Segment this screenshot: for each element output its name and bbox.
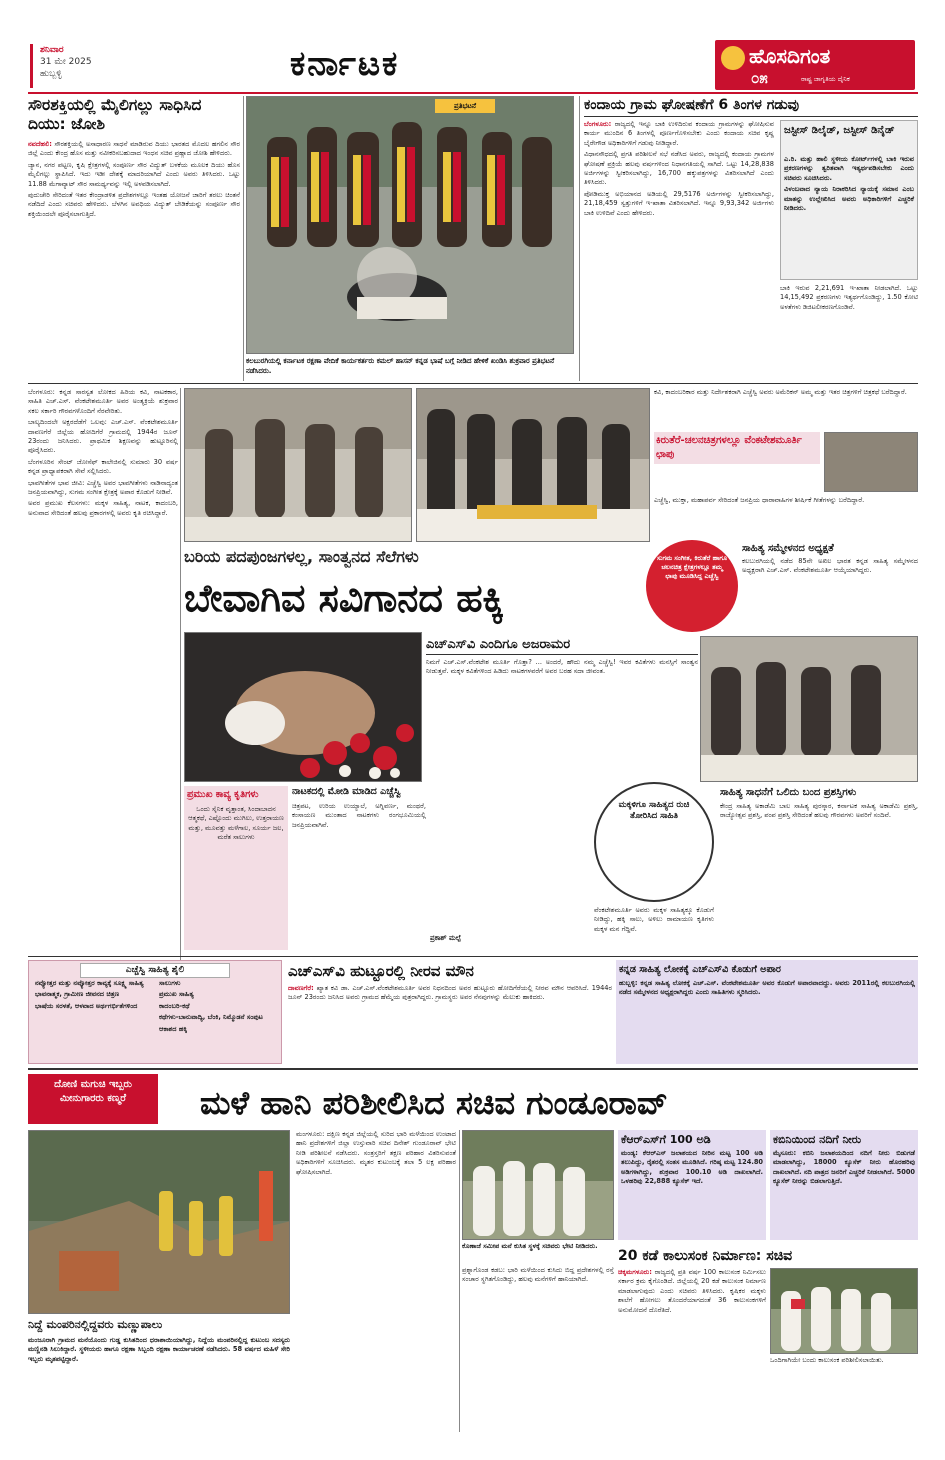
- kavya-title: ಪ್ರಮುಖ ಕಾವ್ಯ ಕೃತಿಗಳು: [187, 789, 259, 800]
- tribute-right-top-text: ಕವಿ, ಕಾದಂಬರಿಕಾರ ಮತ್ತು ನಿರ್ದೇಶಕರಾಗಿ ಎಚ್ಚೆಸ್ವಿ ಅವರು ಅಮೆರಿಕನ್ ಅಮ್ಮ ಮತ್ತು ಇತರ ಚಿತ್ರಗಳಿಗೆ ಚಿತ್ರಕಥೆ ಬರೆದಿದ್ದಾರೆ.: [654, 388, 907, 396]
- story-solar-para: ಜ್ಯಾನ, ನಗರ ಪಟ್ಟಣ, ಕೃಷಿ ಕ್ಷೇತ್ರಗಳಲ್ಲಿ ಸಂಪೂರ್ಣ ಸೌರ ವಿದ್ಯುತ್ ಬಳಕೆಯ ಮೂಲಕ ದಿಯು ಹೊಸ ಮೈಲಿಗಲ್ಲು ಸ್ಥಾಪಿಸಿದೆ. ಇದು ಇಡೀ ದೇಶಕ್ಕೆ ಮಾದರಿಯಾಗಿದೆ ಎಂದು ಅವರು ತಿಳಿಸಿದರು. ಒಟ್ಟು 11.88 ಮೆಗಾವ್ಯಾಟ್ ಸೌರ ಸಾಮರ್ಥ್ಯವನ್ನು ಇಲ್ಲಿ ಅಳವಡಿಸಲಾಗಿದೆ.: [28, 160, 240, 188]
- nataka-box: [292, 786, 426, 950]
- justice-box-para: ವಿಳಂಬವಾದ ನ್ಯಾಯ ನಿರಾಕರಿಸಿದ ನ್ಯಾಯಕ್ಕೆ ಸಮಾನ ಎಂಬ ಮಾತನ್ನು ಉಲ್ಲೇಖಿಸಿದ ಅವರು ಅಧಿಕಾರಿಗಳಿಗೆ ಎಚ್ಚರಿಕೆ ನೀಡಿದರು.: [784, 185, 914, 213]
- paper-tagline: ರಾಷ್ಟ್ರ ಜಾಗೃತಿಯ ದೈನಿಕ: [801, 75, 850, 83]
- rain-photo-2-caption: ಕೊಣಾಜೆ ಸಮೀಪ ಮನೆ ಕುಸಿತ ಸ್ಥಳಕ್ಕೆ ಸಚಿವರು ಭೇಟಿ ನೀಡಿದರು.: [462, 1242, 598, 1250]
- divider: [243, 96, 244, 381]
- story-kandaya: [584, 96, 918, 381]
- kalu-story: [618, 1246, 918, 1432]
- tribute-photo-2: [416, 388, 650, 542]
- masthead-date-block: [40, 44, 130, 88]
- divider: [579, 96, 580, 381]
- kalu-text: ರಾಜ್ಯದಲ್ಲಿ ಪ್ರತಿ ವರ್ಷ 100 ಕಾಲುಸಂಕ ನಿರ್ಮಿಸಲು ಸರ್ಕಾರ ಕ್ರಮ ಕೈಗೊಂಡಿದೆ. ಜಿಲ್ಲೆಯಲ್ಲಿ 20 ಕಡೆ ಕಾಲುಸಂಕ ನಿರ್ಮಾಣ ಮಾಡಲಾಗುವುದು ಎಂದು ಸಚಿವರು ತಿಳಿಸಿದರು. ಕೃಷಿಕರ ಮಕ್ಕಳು ಶಾಲೆಗೆ ಹೋಗಲು ತೊಂದರೆಯಾಗದಂತೆ 36 ಕಾಲುಸಂಕಗಳಿಗೆ ಅನುಮೋದನೆ ದೊರೆತಿದೆ.: [618, 1268, 766, 1314]
- divider: [180, 388, 181, 960]
- prashasti-title: ಸಾಹಿತ್ಯ ಸಾಧನೆಗೆ ಒಲಿದು ಬಂದ ಪ್ರಶಸ್ತಿಗಳು: [720, 787, 857, 798]
- krs-headline: ಕೆಆರ್‌ಎಸ್‌ಗೆ 100 ಅಡಿ: [621, 1133, 711, 1146]
- ajaramara-text: ನಿಮಗೆ ಎಚ್.ಎಸ್.ವೆಂಕಟೇಶ ಮೂರ್ತಿ ಗೊತ್ತಾ? ... ಅಂದರೆ, ಹೌದು ನಮ್ಮ ಎಚ್ಚೆಸ್ವಿ! ಇವರ ಕವಿತೆಗಳು ಮನಸ್ಸಿಗೆ ಸಾಂತ್ವನ ನೀಡುತ್ತವೆ. ಮಕ್ಕಳ ಕವಿತೆಗಳಿಂದ ಹಿಡಿದು ನಾಟಕಗಳವರೆಗೆ ಅವರ ಬರಹ ಸದಾ ಜೀವಂತ.: [426, 658, 698, 676]
- mourners-photo: [700, 636, 918, 782]
- kalu-photo-caption: ಒಂದಿಗಾಗಿಯೇ ಬಂದು ಕಾಲುಸಂಕ ಪರಿಶೀಲಿಸಲಾಯಿತು.: [770, 1356, 884, 1364]
- story-solar-para: ಸೌರಶಕ್ತಿಯಲ್ಲಿ ಅಸಾಧಾರಣ ಸಾಧನೆ ಮಾಡಿರುವ ದಿಯು ಭಾರತದ ಮೊದಲ ಹಗಲಿನ ಸೌರ ಜಿಲ್ಲೆ ಎಂದು ಕೇಂದ್ರ ಹೊಸ ಮತ್ತು ನವೀಕರಿಸಬಹುದಾದ ಇಂಧನ ಸಚಿವ ಪ್ರಹ್ಲಾದ ಜೋಶಿ ಹೇಳಿದರು.: [28, 140, 240, 158]
- red-badge-text: ಸುಗಮ ಸಂಗೀತ, ಕಿರುತೆರೆ ಹಾಗೂ ಚಲನಚಿತ್ರ ಕ್ಷೇತ್ರಗಳಲ್ಲೂ ತಮ್ಮ ಛಾಪು ಮೂಡಿಸಿದ್ದ ಎಚ್ಚೆಸ್ವಿ: [656, 554, 728, 580]
- shaili-right-item: ಆಕಾಶದ ಹಕ್ಕಿ: [159, 1024, 188, 1033]
- section-rule: [28, 956, 918, 957]
- kavya-items: ಒಂದು ಸೈನಿಕ ವೃತ್ತಾಂತ, ಸಿಂದಾಬಾದನ ಆತ್ಮಕಥೆ, ಎಷ್ಟೊಂದು ಮುಗಿಲು, ಉತ್ತರಾಯಣ ಮತ್ತು, ಮೂವತ್ತು ಮಳೆಗಾಲ, ಸೂರ್ಯ ಜಲ, ಮರೆತ ಸಾಲುಗಳು: [188, 805, 284, 842]
- rain-left-text: ಮಂಜೂರಾಗಿ ಗ್ರಾಮದ ಮನೆಯೊಂದು ಗುಡ್ಡ ಕುಸಿತದಿಂದ ಧರಾಶಾಯಿಯಾಗಿದ್ದು, ನಿದ್ದೆಯ ಮಂಪರಿನಲ್ಲಿದ್ದ ಕುಟುಂಬ ಸದಸ್ಯರು ಮಣ್ಣಿನಡಿ ಸಿಲುಕಿದ್ದಾರೆ. ಸ್ಥಳೀಯರು ಹಾಗೂ ರಕ್ಷಣಾ ಸಿಬ್ಬಂದಿ ರಕ್ಷಣಾ ಕಾರ್ಯಾಚರಣೆ ನಡೆಸಿದರು. 58 ವರ್ಷದ ಮಹಿಳೆ ಸೇರಿ ಇಬ್ಬರು ಮೃತಪಟ್ಟಿದ್ದಾರೆ.: [28, 1336, 290, 1363]
- shaili-right-item: ಕಾದಂಬರಿ-ಕಥೆ: [159, 1001, 190, 1010]
- rain-photo-2-illustration: [463, 1131, 614, 1240]
- registration-marks: [840, 1440, 900, 1448]
- story-kandaya-headline: ಕಂದಾಯ ಗ್ರಾಮ ಘೋಷಣೆಗೆ 6 ತಿಂಗಳ ಗಡುವು: [584, 97, 800, 113]
- sammelana-text: ಕಲಬುರಗಿಯಲ್ಲಿ ನಡೆದ 85ನೇ ಅಖಿಲ ಭಾರತ ಕನ್ನಡ ಸಾಹಿತ್ಯ ಸಮ್ಮೇಳನದ ಅಧ್ಯಕ್ಷರಾಗಿ ಎಚ್.ಎಸ್. ವೆಂಕಟೇಶಮೂರ್ತಿ ಆಯ್ಕೆಯಾಗಿದ್ದರು.: [742, 557, 918, 575]
- ajaramara-headline: ಎಚ್‌ಎಸ್‌ವಿ ಎಂದಿಗೂ ಅಜರಾಮರ: [426, 636, 698, 655]
- rain-photo-2: [462, 1130, 614, 1240]
- portrait-photo-illustration: [185, 633, 422, 782]
- tribute-para: ಅವರ ಪ್ರಮುಖ ಕೆಲಸಗಳು: ಮಕ್ಕಳ ಸಾಹಿತ್ಯ, ನಾಟಕ, ಕಾದಂಬರಿ, ಅನುವಾದ ಸೇರಿದಂತೆ ಹಲವು ಪ್ರಕಾರಗಳಲ್ಲಿ ಅವರು ಕೃತಿ ರಚಿಸಿದ್ದಾರೆ.: [28, 499, 178, 517]
- rain-photo-caption: ನಿದ್ದೆ ಮಂಪರಿನಲ್ಲಿದ್ದವರು ಮಣ್ಣುಪಾಲು: [28, 1318, 163, 1331]
- makkalu-text: ವೆಂಕಟೇಶಮೂರ್ತಿ ಅವರು ಮಕ್ಕಳ ಸಾಹಿತ್ಯಕ್ಕೂ ಕೊಡುಗೆ ನೀಡಿದ್ದು, ಹಕ್ಕಿ ಸಾಲು, ಅಳಿಲು ರಾಮಾಯಣ ಕೃತಿಗಳು ಮಕ್ಕಳ ಮನ ಗೆದ್ದಿವೆ.: [594, 906, 714, 933]
- masthead-rule: [28, 92, 918, 94]
- prashasti-text: ಕೇಂದ್ರ ಸಾಹಿತ್ಯ ಅಕಾಡೆಮಿ ಬಾಲ ಸಾಹಿತ್ಯ ಪುರಸ್ಕಾರ, ಕರ್ನಾಟಕ ಸಾಹಿತ್ಯ ಅಕಾಡೆಮಿ ಪ್ರಶಸ್ತಿ, ರಾಜ್ಯೋತ್ಸವ ಪ್ರಶಸ್ತಿ, ಪಂಪ ಪ್ರಶಸ್ತಿ ಸೇರಿದಂತೆ ಹಲವು ಗೌರವಗಳು ಅವರಿಗೆ ಸಂದಿವೆ.: [720, 802, 918, 820]
- story-kandaya-extra: ಬಾಕಿ ಇರುವ 2,21,691 ಇ-ಖಾತಾ ನೀಡಲಾಗಿದೆ. ಒಟ್ಟು 14,15,492 ಪ್ರಕರಣಗಳು ಇತ್ಯರ್ಥಗೊಂಡಿದ್ದು, 1.50 ಕೋಟಿ ಅಳತೆಗಳು ಡಿಜಿಟಲೀಕರಣಗೊಂಡಿವೆ.: [780, 284, 918, 311]
- rain-photo-1-illustration: [29, 1131, 290, 1314]
- shaili-left-item: ಭಾಷೆಯ ಸರಳತೆ, ಆಳವಾದ ಅರ್ಥಗರ್ಭಿತೆಗಳಿಂದ: [35, 1001, 138, 1010]
- portrait-photo: [184, 632, 422, 782]
- sammelana-title: ಸಾಹಿತ್ಯ ಸಮ್ಮೇಳನದ ಅಧ್ಯಕ್ಷತೆ: [742, 543, 834, 554]
- nataka-title: ನಾಟಕದಲ್ಲಿ ಮೋಡಿ ಮಾಡಿದ ಎಚ್ಚೆಸ್ವಿ: [292, 786, 401, 797]
- story-solar: [28, 96, 240, 381]
- section-title: ಕರ್ನಾಟಕ: [290, 44, 400, 84]
- paper-name: ಹೊಸದಿಗಂತ: [749, 44, 831, 68]
- rain-headline: ಮಳೆ ಹಾನಿ ಪರಿಶೀಲಿಸಿದ ಸಚಿವ ಗುಂಡೂರಾವ್: [200, 1084, 668, 1122]
- protest-tag: ಪ್ರತಿಭಟನೆ: [435, 99, 495, 113]
- justice-box: [780, 120, 918, 280]
- story-kandaya-para: ವಿಧಾನಸೌಧದಲ್ಲಿ ಪ್ರಗತಿ ಪರಿಶೀಲನೆ ಸಭೆ ನಡೆಸಿದ ಅವರು, ರಾಜ್ಯದಲ್ಲಿ ಕಂದಾಯ ಗ್ರಾಮಗಳ ಘೋಷಣೆ ಪ್ರಕ್ರಿಯೆ ಹಲವು ವರ್ಷಗಳಿಂದ ನಿಧಾನಗತಿಯಲ್ಲಿ ಸಾಗಿದೆ. ಒಟ್ಟು 14,28,838 ಅರ್ಜಿಗಳನ್ನು ಸ್ವೀಕರಿಸಲಾಗಿದ್ದು, 16,700 ಹಕ್ಕುಪತ್ರಗಳನ್ನು ವಿತರಿಸಲಾಗಿದೆ ಎಂದು ತಿಳಿಸಿದರು.: [584, 150, 774, 187]
- tribute-main-headline: ಬೇವಾಗಿವ ಸವಿಗಾನದ ಹಕ್ಕಿ: [184, 576, 504, 620]
- prashasti-box: [720, 786, 918, 950]
- red-badge: [646, 540, 738, 632]
- story-kandaya-dateline: ಬೆಂಗಳೂರು:: [584, 120, 612, 128]
- tribute-para: ಬೆಂಗಳೂರಿನ ಸೇಂಟ್ ಜೋಸೆಫ್ ಕಾಲೇಜಿನಲ್ಲಿ ಸುಮಾರು 30 ವರ್ಷ ಕನ್ನಡ ಪ್ರಾಧ್ಯಾಪಕರಾಗಿ ಸೇವೆ ಸಲ್ಲಿಸಿದರು.: [28, 457, 178, 476]
- protest-caption: ಕಲಬುರಗಿಯಲ್ಲಿ ಕರ್ನಾಟಕ ರಕ್ಷಣಾ ವೇದಿಕೆ ಕಾರ್ಯಕರ್ತರು ಕಮಲ್ ಹಾಸನ್ ಕನ್ನಡ ಭಾಷೆ ಬಗ್ಗೆ ನೀಡಿದ ಹೇಳಿಕೆ ಖಂಡಿಸಿ ಶುಕ್ರವಾರ ಪ್ರತಿಭಟನೆ ನಡೆಸಿದರು.: [246, 357, 555, 375]
- ajaramara-story: [426, 636, 698, 782]
- justice-box-body: [784, 155, 914, 213]
- shaili-right-item: ಸಾಲುಗಳು: [159, 979, 181, 987]
- makkalu-title: ಮಕ್ಕಳಿಗೂ ಸಾಹಿತ್ಯದ ರುಚಿ ತೋರಿಸಿದ ಸಾಹಿತಿ: [618, 800, 690, 821]
- makkalu-circle: [594, 782, 714, 902]
- lokakke-headline: ಕನ್ನಡ ಸಾಹಿತ್ಯ ಲೋಕಕ್ಕೆ ಎಚ್‌ಎಸ್‌ವಿ ಕೊಡುಗೆ ಅಪಾರ: [619, 964, 781, 975]
- shaili-right-list: [159, 979, 277, 1061]
- story-solar-para: ಪುದುಚೇರಿ ಸೇರಿದಂತೆ ಇತರ ಕೇಂದ್ರಾಡಳಿತ ಪ್ರದೇಶಗಳಲ್ಲೂ ಇಂತಹ ಯೋಜನೆ ಜಾರಿಗೆ ತರಲು ಚಿಂತನೆ ನಡೆದಿದೆ ಎಂದು ಸಚಿವರು ಹೇಳಿದರು. ಬೆಳಗಿನ ಅವಧಿಯ ವಿದ್ಯುತ್ ಬೇಡಿಕೆಯನ್ನು ಸಂಪೂರ್ಣ ಸೌರ ಶಕ್ತಿಯಿಂದಲೇ ಪೂರೈಸಲಾಗುತ್ತಿದೆ.: [28, 191, 240, 218]
- justice-box-title: ಜಸ್ಟೀಸ್ ಡಿಲೈಡ್, ಜಸ್ಟೀಸ್ ಡಿನೈಡ್: [784, 125, 895, 136]
- tribute-para: ಬಾಲ್ಯದಿಂದಲೇ ಅಕ್ಷರದೆಡೆಗೆ ಒಲವು: ಎಚ್.ಎಸ್. ವೆಂಕಟೇಶಮೂರ್ತಿ ದಾವಣಗೆರೆ ಜಿಲ್ಲೆಯ ಹೋದಿಗೆರೆ ಗ್ರಾಮದಲ್ಲಿ 1944ರ ಜೂನ್ 23ರಂದು ಜನಿಸಿದರು. ಪ್ರಾಥಮಿಕ ಶಿಕ್ಷಣವನ್ನು ಹುಟ್ಟೂರಿನಲ್ಲಿ ಪೂರೈಸಿದರು.: [28, 418, 178, 455]
- krs-text: ಮಂಡ್ಯ: ಕೆಆರ್‌ಎಸ್ ಜಲಾಶಯದ ನೀರಿನ ಮಟ್ಟ 100 ಅಡಿ ತಲುಪಿದ್ದು, ರೈತರಲ್ಲಿ ಸಂತಸ ಮೂಡಿಸಿದೆ. ಗರಿಷ್ಠ ಮಟ್ಟ 124.80 ಅಡಿಗಳಾಗಿದ್ದು, ಶುಕ್ರವಾರ 100.10 ಅಡಿ ದಾಖಲಾಗಿದೆ. ಒಳಹರಿವು 22,888 ಕ್ಯೂಸೆಕ್ ಇದೆ.: [621, 1149, 763, 1186]
- kabini-headline: ಕಬಿನಿಯಿಂದ ನದಿಗೆ ನೀರು: [773, 1133, 862, 1146]
- protest-photo-illustration: [247, 97, 574, 354]
- shaili-right-item: ಕಥೆಗಳು-ಬಾನುವಾದ್ಯಿ, ಬೆಂಕಿ, ನಿಮ್ಮೊಡನೆ ಸಂಪುಟ: [159, 1013, 263, 1022]
- story-kandaya-body: [584, 120, 774, 378]
- shaili-left-item: ನವ್ಯೋತ್ತರ ಮತ್ತು ನವ್ಯೋತ್ತರ ಕಾವ್ಯಕ್ಕೆ ಸೂಕ್ಷ್ಮ ಸಾಹಿತ್ಯ: [35, 979, 144, 987]
- registration-marks: [340, 1440, 400, 1448]
- rain-mid-text: ಮಂಗಳೂರು: ದಕ್ಷಿಣ ಕನ್ನಡ ಜಿಲ್ಲೆಯಲ್ಲಿ ಸುರಿದ ಭಾರಿ ಮಳೆಯಿಂದ ಉಂಟಾದ ಹಾನಿ ಪ್ರದೇಶಗಳಿಗೆ ಜಿಲ್ಲಾ ಉಸ್ತುವಾರಿ ಸಚಿವ ದಿನೇಶ್ ಗುಂಡೂರಾವ್ ಭೇಟಿ ನೀಡಿ ಪರಿಶೀಲನೆ ನಡೆಸಿದರು. ಸಂತ್ರಸ್ತರಿಗೆ ತಕ್ಷಣ ಪರಿಹಾರ ವಿತರಿಸುವಂತೆ ಅಧಿಕಾರಿಗಳಿಗೆ ಸೂಚಿಸಿದರು. ಮೃತರ ಕುಟುಂಬಕ್ಕೆ ತಲಾ 5 ಲಕ್ಷ ಪರಿಹಾರ ಘೋಷಿಸಲಾಗಿದೆ.: [296, 1130, 456, 1176]
- tribute-left-column: [28, 388, 178, 960]
- cine-text: ಎಚ್ಚೆಸ್ವಿ, ಮುಕ್ತಾ, ಮಹಾಪರ್ವ ಸೇರಿದಂತೆ ಜನಪ್ರಿಯ ಧಾರಾವಾಹಿಗಳ ಶೀರ್ಷಿಕೆ ಗೀತೆಗಳನ್ನು ಬರೆದಿದ್ದಾರೆ.: [654, 496, 865, 504]
- tribute-para: ಬೆಂಗಳೂರು: ಕನ್ನಡ ಸಾರಸ್ವತ ಲೋಕದ ಹಿರಿಯ ಕವಿ, ನಾಟಕಕಾರ, ಸಾಹಿತಿ ಎಚ್.ಎಸ್. ವೆಂಕಟೇಶಮೂರ್ತಿ ಅವರ ಅಂತ್ಯಕ್ರಿಯೆ ಶುಕ್ರವಾರ ಸಕಲ ಸರ್ಕಾರಿ ಗೌರವಗಳೊಂದಿಗೆ ನೆರವೇರಿತು.: [28, 388, 178, 415]
- huttooru-dateline: ದಾವಣಗೆರೆ:: [288, 984, 314, 992]
- mourners-photo-illustration: [701, 637, 918, 782]
- ajaramara-author: ಪ್ರಕಾಶ್ ಮಲ್ಪೆ: [430, 934, 461, 942]
- flame-icon: [721, 46, 745, 70]
- registration-marks: [90, 1440, 150, 1448]
- story-solar-headline: ಸೌರಶಕ್ತಿಯಲ್ಲಿ ಮೈಲಿಗಲ್ಲು ಸಾಧಿಸಿದ ದಿಯು: ಜೋಶಿ: [28, 96, 202, 133]
- rain-right-text: ಪ್ರಶ್ನಾಗೊಂಡ ಕಡಬ: ಭಾರಿ ಮಳೆಯಿಂದ ಕುಸಿದು ಬಿದ್ದ ಪ್ರದೇಶಗಳಲ್ಲಿ ರಸ್ತೆ ಸಂಚಾರ ಸ್ಥಗಿತಗೊಂಡಿದ್ದು, ಹಲವು ಮನೆಗಳಿಗೆ ಹಾನಿಯಾಗಿದೆ.: [462, 1266, 614, 1284]
- tribute-para: ಭಾವಗೀತೆಗಳ ಭಾವ ಜೀವಿ: ಎಚ್ಚೆಸ್ವಿ ಅವರ ಭಾವಗೀತೆಗಳು ನಾಡಿನಾದ್ಯಂತ ಜನಪ್ರಿಯವಾಗಿದ್ದು, ಸುಗಮ ಸಂಗೀತ ಕ್ಷೇತ್ರಕ್ಕೆ ಅಪಾರ ಕೊಡುಗೆ ನೀಡಿವೆ.: [28, 478, 178, 497]
- rain-box-title: ದೋಣಿ ಮಗುಚಿ ಇಬ್ಬರು ಮೀನುಗಾರರು ಕಣ್ಮರೆ: [28, 1074, 158, 1124]
- divider: [459, 1130, 460, 1432]
- shaili-title: ಎಚ್ಚೆಸ್ವಿ ಸಾಹಿತ್ಯ ಶೈಲಿ: [80, 963, 230, 978]
- kalu-photo-illustration: [771, 1269, 918, 1354]
- kabini-text: ಮೈಸೂರು: ಕಬಿನಿ ಜಲಾಶಯದಿಂದ ನದಿಗೆ ನೀರು ಬಿಡುಗಡೆ ಮಾಡಲಾಗಿದ್ದು, 18000 ಕ್ಯೂಸೆಕ್ ನೀರು ಹೊರಹರಿವು ದಾಖಲಾಗಿದೆ. ನದಿ ಪಾತ್ರದ ಜನರಿಗೆ ಎಚ್ಚರಿಕೆ ನೀಡಲಾಗಿದೆ. 5000 ಕ್ಯೂಸೆಕ್ ನೀರನ್ನು ಬಿಡಲಾಗುತ್ತಿದೆ.: [773, 1149, 915, 1186]
- protest-photo: [246, 96, 574, 354]
- story-solar-body: [28, 140, 240, 219]
- kalu-photo: [770, 1268, 918, 1354]
- shaili-right-item: ಪ್ರಮುಖ ಸಾಹಿತ್ಯ: [159, 990, 194, 999]
- registration-marks: [600, 1440, 660, 1448]
- paper-logo: [715, 40, 915, 90]
- huttooru-text: ಖ್ಯಾತ ಕವಿ ಡಾ. ಎಚ್.ಎಸ್.ವೆಂಕಟೇಶಮೂರ್ತಿ ಅವರ ನಿಧನದಿಂದ ಅವರ ಹುಟ್ಟೂರು ಹೋದಿಗೆರೆಯಲ್ಲಿ ನೀರವ ಮೌನ ಆವರಿಸಿದೆ. 1944ರ ಜೂನ್ 23ರಂದು ಜನಿಸಿದ ಅವರು ಗ್ರಾಮದ ಹೆಮ್ಮೆಯ ಪುತ್ರರಾಗಿದ್ದರು. ಗ್ರಾಮಸ್ಥರು ಅವರ ನೆನಪುಗಳನ್ನು ಮೆಲುಕು ಹಾಕಿದರು.: [288, 984, 612, 1002]
- tribute-right-top: [654, 388, 918, 540]
- kalu-headline: 20 ಕಡೆ ಕಾಲುಸಂಕ ನಿರ್ಮಾಣ: ಸಚಿವ: [618, 1248, 793, 1264]
- cine-title: ಕಿರುತೆರೆ-ಚಲನಚಿತ್ರಗಳಲ್ಲೂ ವೆಂಕಟೇಶಮೂರ್ತಿ ಛಾಪು: [654, 432, 820, 464]
- story-solar-dateline: ನವದೆಹಲಿ:: [28, 140, 52, 148]
- krs-story: [618, 1130, 766, 1240]
- kalu-body: [618, 1268, 766, 1432]
- shaili-box: [28, 960, 282, 1064]
- sammelana-box: [742, 542, 918, 632]
- huttooru-body: [288, 984, 612, 1060]
- rule: [584, 116, 918, 117]
- huttooru-story: [288, 960, 612, 1064]
- masthead: [0, 40, 945, 92]
- ajaramara-continued: [430, 786, 590, 950]
- shaili-left-list: [35, 979, 153, 1061]
- story-kandaya-para: ಪೋಡಿಮುಕ್ತ ಅಭಿಯಾನದ ಅಡಿಯಲ್ಲಿ 29,5176 ಅರ್ಜಿಗಳನ್ನು ಸ್ವೀಕರಿಸಲಾಗಿದ್ದು, 21,18,459 ಸ್ವತ್ತುಗಳಿಗೆ ಇ-ಖಾತಾ ವಿತರಿಸಲಾಗಿದೆ. ಇನ್ನೂ 9,93,342 ಅರ್ಜಿಗಳು ಬಾಕಿ ಉಳಿದಿವೆ ಎಂದು ಹೇಳಿದರು.: [584, 189, 774, 217]
- huttooru-headline: ಎಚ್‌ಎಸ್‌ವಿ ಹುಟ್ಟೂರಲ್ಲಿ ನೀರವ ಮೌನ: [288, 962, 474, 980]
- rain-photo-1: [28, 1130, 290, 1314]
- story-kandaya-para: ರಾಜ್ಯದಲ್ಲಿ ಇನ್ನೂ ಬಾಕಿ ಉಳಿದಿರುವ ಕಂದಾಯ ಗ್ರಾಮಗಳನ್ನು ಘೋಷಿಸುವ ಕಾರ್ಯ ಮುಂದಿನ 6 ತಿಂಗಳಲ್ಲಿ ಪೂರ್ಣಗೊಳಿಸಬೇಕು ಎಂದು ಕಂದಾಯ ಸಚಿವ ಕೃಷ್ಣ ಬೈರೇಗೌಡ ಅಧಿಕಾರಿಗಳಿಗೆ ಗಡುವು ನೀಡಿದ್ದಾರೆ.: [584, 120, 774, 147]
- page-number: ೦೫: [751, 69, 768, 87]
- tribute-photo-1-illustration: [185, 389, 412, 542]
- masthead-edition: ಹುಬ್ಬಳ್ಳಿ: [40, 69, 62, 79]
- kalu-dateline: ಚಿಕ್ಕಮಗಳೂರು:: [618, 1268, 652, 1276]
- shaili-left-item: ಭಾವನಾತ್ಮಕ, ಗ್ರಾಮೀಣ ಜೀವನದ ಚಿತ್ರಣ: [35, 990, 120, 999]
- lokakke-text: ಹುಬ್ಬಳ್ಳಿ: ಕನ್ನಡ ಸಾಹಿತ್ಯ ಲೋಕಕ್ಕೆ ಎಚ್.ಎಸ್. ವೆಂಕಟೇಶಮೂರ್ತಿ ಅವರ ಕೊಡುಗೆ ಅಪಾರವಾದದ್ದು. ಅವರು 2011ರಲ್ಲಿ ಕಲಬುರಗಿಯಲ್ಲಿ ನಡೆದ ಸಮ್ಮೇಳನದ ಅಧ್ಯಕ್ಷರಾಗಿದ್ದರು ಎಂದು ಸಾಹಿತಿಗಳು ಸ್ಮರಿಸಿದರು.: [619, 979, 915, 997]
- cine-box: [654, 432, 918, 540]
- tribute-sub-headline: ಬರಿಯ ಪದಪುಂಜಗಳಲ್ಲ, ಸಾಂತ್ವನದ ಸೆಲೆಗಳು: [184, 547, 419, 566]
- justice-box-para: ಎ.ರಿ. ಮತ್ತು ಹಾಲಿ ಸ್ಥಳೀಯ ಕೋರ್ಟ್‌ಗಳಲ್ಲಿ ಬಾಕಿ ಇರುವ ಪ್ರಕರಣಗಳನ್ನು ತ್ವರಿತವಾಗಿ ಇತ್ಯರ್ಥಪಡಿಸಬೇಕು ಎಂದು ಸಚಿವರು ಸೂಚಿಸಿದರು.: [784, 155, 914, 182]
- masthead-red-bar: [30, 44, 33, 88]
- tribute-photo-1: [184, 388, 412, 542]
- cine-photo: [824, 432, 918, 492]
- nataka-text: ಚಿತ್ರಪಟ, ಉರಿಯ ಉಯ್ಯಾಲೆ, ಅಗ್ನಿವರ್ಣ, ಮಂಥರೆ, ಕಂಸಾಯಣ ಮುಂತಾದ ನಾಟಕಗಳು ರಂಗಭೂಮಿಯಲ್ಲಿ ಜನಪ್ರಿಯವಾಗಿವೆ.: [292, 802, 426, 829]
- kabini-story: [770, 1130, 918, 1240]
- kavya-box: [184, 786, 288, 950]
- tribute-photo-2-illustration: [417, 389, 650, 542]
- section-rule: [28, 383, 918, 384]
- section-rule: [28, 1068, 918, 1070]
- masthead-day: ಶನಿವಾರ: [40, 45, 64, 55]
- masthead-date: 31 ಮೇ 2025: [40, 57, 92, 67]
- lokakke-story: [616, 960, 918, 1064]
